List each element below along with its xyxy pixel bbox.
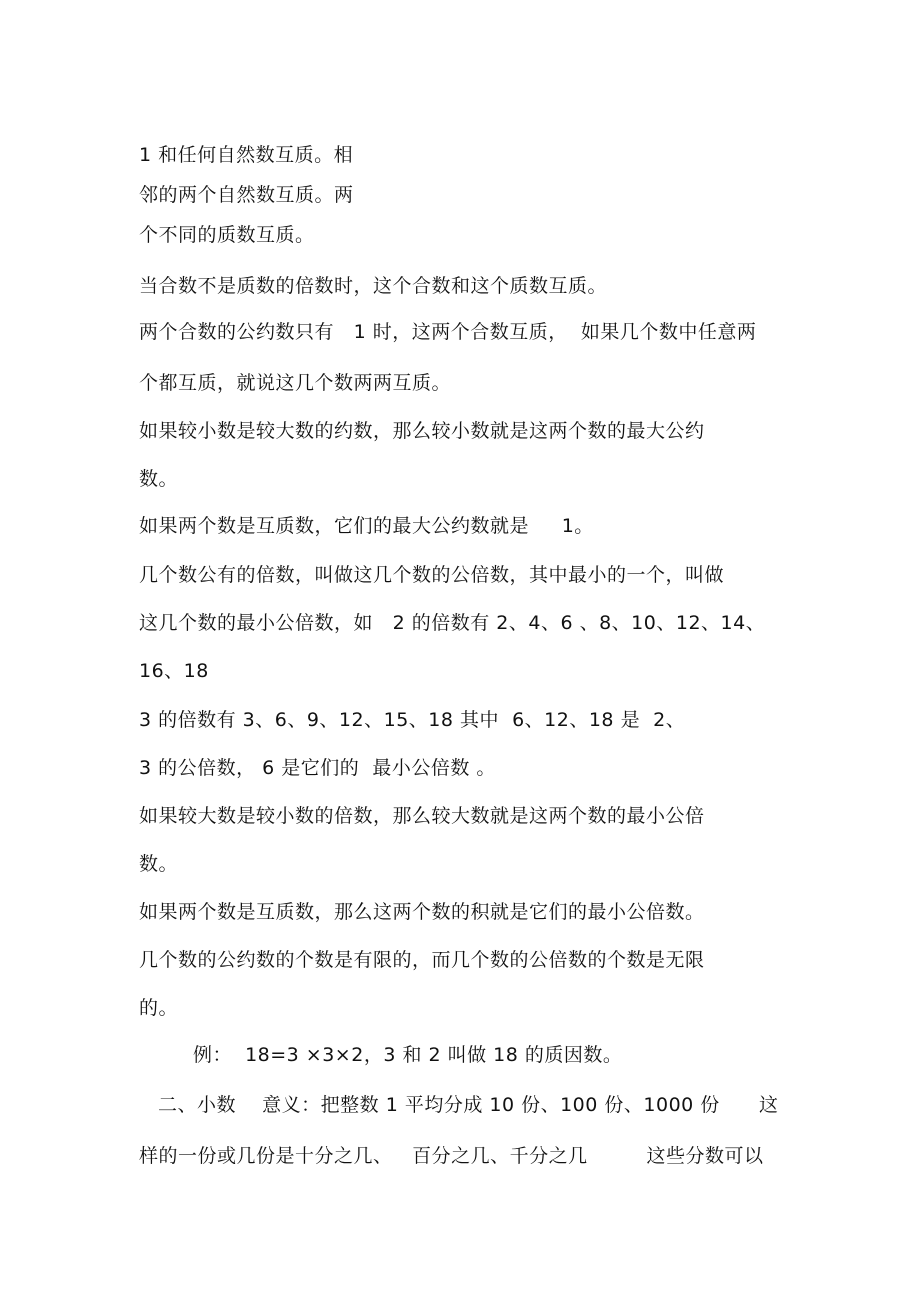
text-line-11: 这几个数的最小公倍数，如 2 的倍数有 2、4、6 、8、10、12、14、 <box>139 612 766 634</box>
text-line-2: 邻的两个自然数互质。两 <box>139 184 354 206</box>
text-line-14: 3 的公倍数， 6 是它们的 最小公倍数 。 <box>139 757 496 779</box>
text-line-10: 几个数公有的倍数，叫做这几个数的公倍数，其中最小的一个，叫做 <box>139 564 725 586</box>
section-heading-decimals: 二、小数 意义：把整数 1 平均分成 10 份、100 份、1000 份 这 <box>158 1094 779 1116</box>
text-line-5: 两个合数的公约数只有 1 时，这两个合数互质， 如果几个数中任意两 <box>139 321 757 343</box>
text-line-17: 如果两个数是互质数，那么这两个数的积就是它们的最小公倍数。 <box>139 901 705 923</box>
text-line-15: 如果较大数是较小数的倍数，那么较大数就是这两个数的最小公倍 <box>139 805 705 827</box>
text-line-3: 个不同的质数互质。 <box>139 224 315 246</box>
text-line-19: 的。 <box>139 997 179 1019</box>
text-line-9: 如果两个数是互质数，它们的最大公约数就是 1。 <box>139 515 594 537</box>
text-line-4: 当合数不是质数的倍数时，这个合数和这个质数互质。 <box>139 275 608 297</box>
text-line-22: 样的一份或几份是十分之几、 百分之几、千分之几 这些分数可以 <box>139 1145 764 1167</box>
text-line-13: 3 的倍数有 3、6、9、12、15、18 其中 6、12、18 是 2、 <box>139 709 686 731</box>
text-line-1: 1 和任何自然数互质。相 <box>139 144 354 166</box>
text-line-18: 几个数的公约数的个数是有限的，而几个数的公倍数的个数是无限 <box>139 949 705 971</box>
text-line-7: 如果较小数是较大数的约数，那么较小数就是这两个数的最大公约 <box>139 420 705 442</box>
text-line-12: 16、18 <box>139 660 209 682</box>
text-line-6: 个都互质，就说这几个数两两互质。 <box>139 372 452 394</box>
text-line-16: 数。 <box>139 853 179 875</box>
example-line: 例： 18=3 ×3×2，3 和 2 叫做 18 的质因数。 <box>193 1044 623 1066</box>
text-line-8: 数。 <box>139 468 179 490</box>
